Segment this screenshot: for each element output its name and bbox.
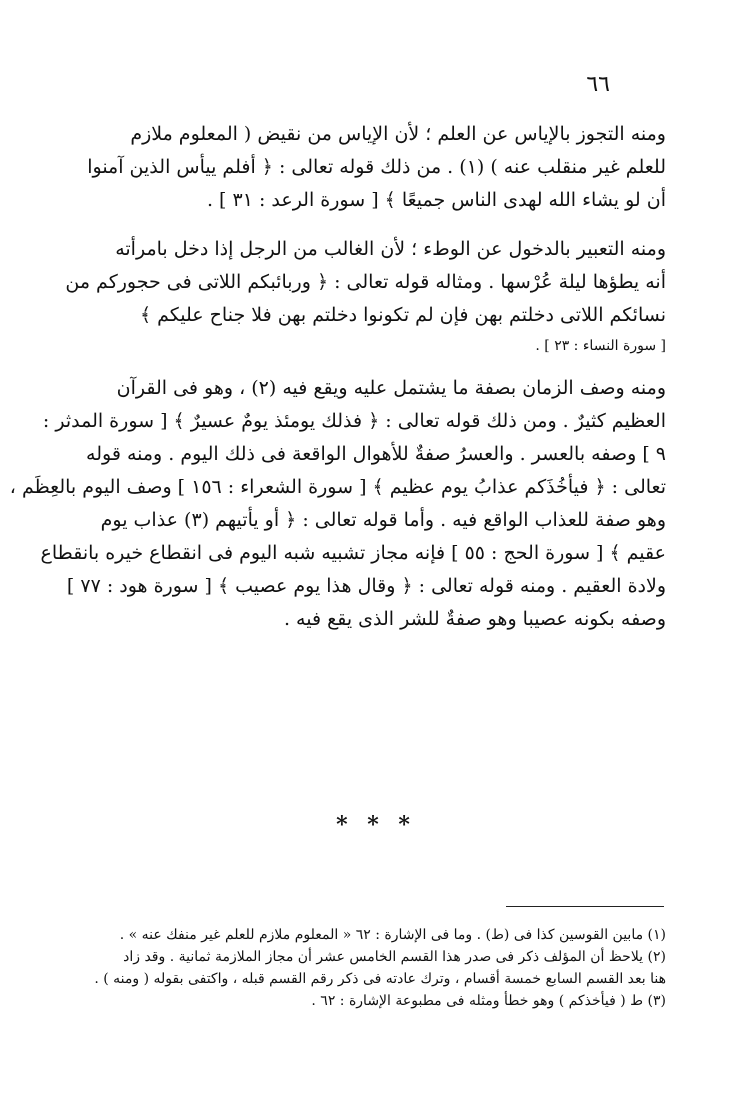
footnote-rule [506, 906, 664, 907]
paragraph-3 [9, 377, 666, 643]
text-line: عقيم ﴾ [ سورة الحج : ٥٥ ] فإنه مجاز تشبيه شبه اليوم فى انقطاع خيره بانقطاع [40, 542, 666, 564]
footnotes [94, 927, 666, 1015]
text-line: ومنه وصف الزمان بصفة ما يشتمل عليه ويقع فيه (٢) ، وهو فى القرآن [116, 377, 666, 399]
text-line: نسائكم اللاتى دخلتم بهن فإن لم تكونوا دخلتم بهن فلا جناح عليكم ﴾ [139, 304, 666, 326]
text-line: تعالى : ﴿ فيأخُذَكم عذابُ يوم عظيم ﴾ [ سورة الشعراء : ١٥٦ ] وصف اليوم بالعِظَم ، [9, 476, 666, 498]
text-line: ومنه التعبير بالدخول عن الوطء ؛ لأن الغالب من الرجل إذا دخل بامرأته [115, 238, 666, 260]
footnote-line: هنا بعد القسم السابع خمسة أقسام ، وترك عادته فى ذكر رقم القسم قبله ، واكتفى بقوله ( ومنه ) . [94, 971, 666, 987]
text-line: [ سورة النساء : ٢٣ ] . [535, 338, 666, 354]
page-number: ٦٦ [586, 72, 610, 97]
footnote-line: (١) مابين القوسين كذا فى (ط) . وما فى الإشارة : ٦٢ « المعلوم ملازم للعلم غير منفك عنه » . [119, 927, 666, 943]
text-line: ولادة العقيم . ومنه قوله تعالى : ﴿ وقال هذا يوم عصيب ﴾ [ سورة هود : ٧٧ ] [66, 575, 666, 597]
text-line: أنه يطؤها ليلة عُرْسها . ومثاله قوله تعالى : ﴿ وربائبكم اللاتى فى حجوركم من [65, 271, 666, 293]
text-line: للعلم غير منقلب عنه ) (١) . من ذلك قوله تعالى : ﴿ أفلم ييأس الذين آمنوا [87, 156, 666, 178]
text-line: وصفه بكونه عصيبا وهو صفةٌ للشر الذى يقع فيه . [283, 608, 666, 630]
text-line: أن لو يشاء الله لهدى الناس جميعًا ﴾ [ سورة الرعد : ٣١ ] . [206, 189, 666, 211]
paragraph-1 [87, 123, 666, 224]
text-line: ومنه التجوز بالإياس عن العلم ؛ لأن الإياس من نقيض ( المعلوم ملازم [130, 123, 666, 145]
footnote-line: (٢) يلاحظ أن المؤلف ذكر فى صدر هذا القسم الخامس عشر أن مجاز الملازمة ثمانية . وقد زاد [123, 949, 666, 965]
main-text [9, 123, 666, 659]
paragraph-2 [65, 238, 666, 363]
section-separator: * * * [336, 812, 416, 838]
footnote-line: (٣) ط ( فيأخذكم ) وهو خطأ ومثله فى مطبوعة الإشارة : ٦٢ . [311, 993, 666, 1009]
text-line: وهو صفة للعذاب الواقع فيه . وأما قوله تعالى : ﴿ أو يأتيهم (٣) عذاب يوم [100, 509, 666, 531]
text-line: ٩ ] وصفه بالعسر . والعسرُ صفةٌ للأهوال الواقعة فى ذلك اليوم . ومنه قوله [86, 443, 666, 465]
text-line: العظيم كثيرٌ . ومن ذلك قوله تعالى : ﴿ فذلك يومئذ يومٌ عسيرٌ ﴾ [ سورة المدثر : [42, 410, 666, 432]
